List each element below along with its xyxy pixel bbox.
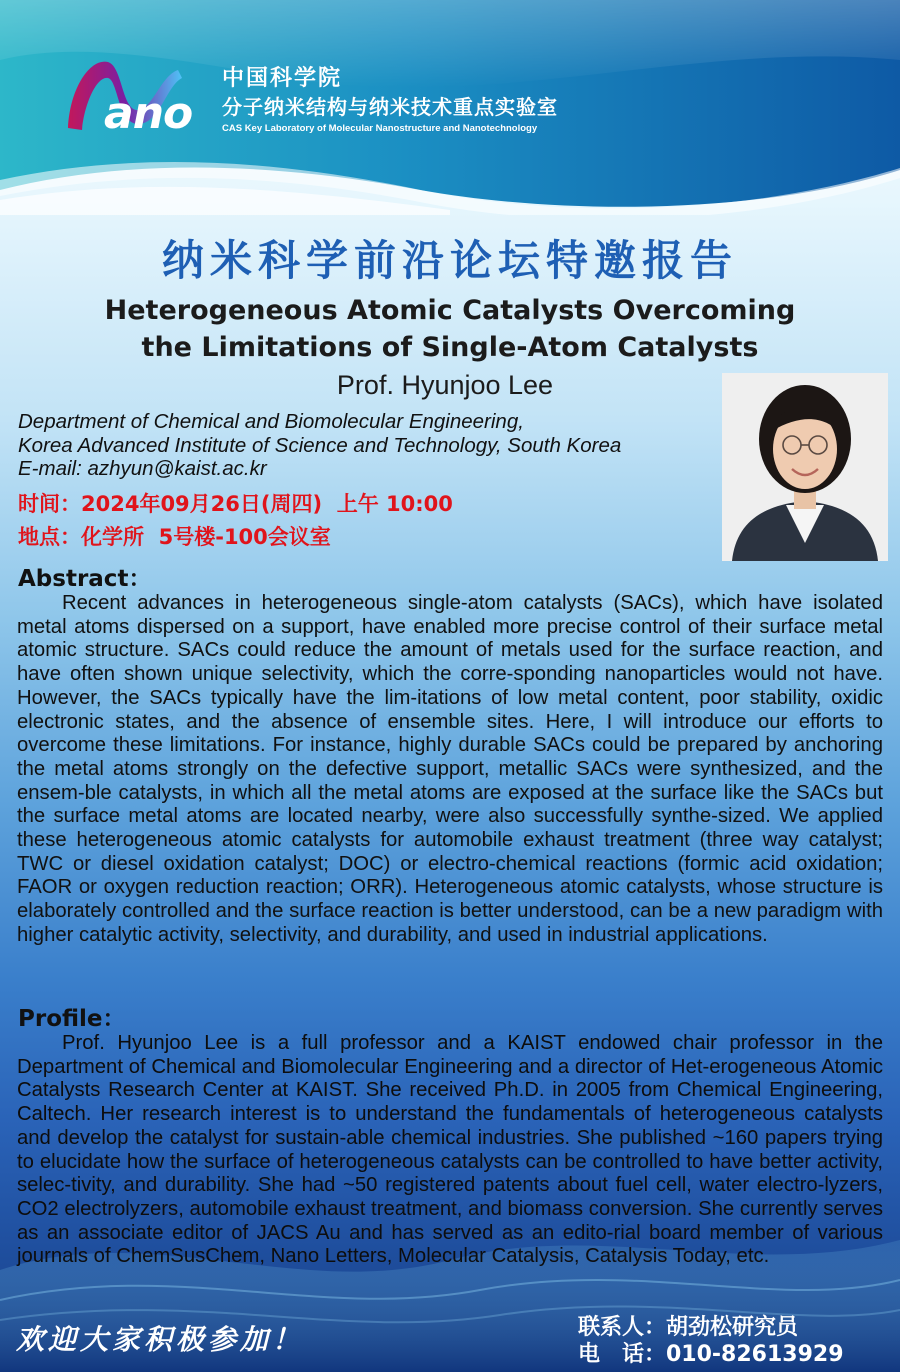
speaker-portrait-icon — [722, 373, 888, 561]
event-place: 地点：化学所 5号楼-100会议室 — [18, 525, 331, 549]
speaker-name: Prof. Hyunjoo Lee — [336, 370, 554, 400]
forum-title: 纳米科学前沿论坛特邀报告 — [161, 236, 738, 285]
welcome-message: 欢迎大家积极参加！ — [16, 1323, 305, 1356]
affiliation-line-2: Korea Advanced Institute of Science and Technology, South Korea — [18, 433, 622, 457]
profile-text: Prof. Hyunjoo Lee is a full professor and a KAIST endowed chair professor in the Department of Chemical and Biomolecular Engineering and a director of Het-erogeneous Atomic Catalysts Research Center at KAIST. She received Ph.D. in 2005 from Chemical Engineering, Caltech. Her research interest is to understand the fundamentals of heterogeneous catalysts and develop the catalyst for sustain-able chemical industries. She published ~160 papers trying to elucidate how the surface of heterogeneous catalysts can be controlled to have better activity, selec-tivity, and durability. She had ~50 registered patents about fuel cell, water electro-lyzers, CO2 electrolyzers, automobile exhaust treatment, and biomass conversion. She currently serves as an associate editor of JACS Au and has served as an edito-rial board member of various journals of ChemSusChem, Nano Letters, Molecular Catalysis, Catalysis Today, etc. — [17, 1032, 883, 1268]
talk-title-line-2: the Limitations of Single-Atom Catalysts — [141, 332, 759, 363]
talk-title — [0, 292, 900, 366]
header-banner — [0, 0, 900, 215]
event-time: 时间：2024年09月26日(周四) 上午 10:00 — [18, 492, 453, 516]
event-details — [18, 488, 453, 554]
org-name-cn: 中国科学院 — [222, 66, 343, 91]
contact-info — [578, 1314, 844, 1368]
speaker-photo — [722, 373, 888, 561]
lab-name-cn: 分子纳米结构与纳米技术重点实验室 — [222, 95, 558, 119]
contact-phone: 电 话：010-82613929 — [578, 1342, 844, 1367]
abstract-text: Recent advances in heterogeneous single-atom catalysts (SACs), which have isolated metal atoms dispersed on a support, have enabled more precise control of their surface metal atomic structure. SACs could reduce the amount of metals used for the surface reaction, and have often shown unique selectivity, which the corre-sponding nanoparticles would not have. However, the SACs typically have the lim-itations of low metal content, poor stability, oxidic electronic states, and the absence of ensemble sites. Here, I will introduce our efforts to overcome these limitations. For instance, highly durable SACs could be prepared by anchoring the metal atoms strongly on the defective support, metallic SACs were synthesized, and the ensem-ble catalysts, in which all the metal atoms are exposed at the surface like the SACs but the surface metal atoms are located nearby, were also successfully synthe-sized. We applied these heterogeneous atomic catalysts for automobile exhaust treatment (three way catalyst; TWC or diesel oxidation catalyst; DOC) or electro-chemical reactions (formic acid oxidation; FAOR or oxygen reduction reaction; ORR). Heterogeneous atomic catalysts, whose structure is elaborately controlled and the surface reaction is better understood, can be a new paradigm with higher catalytic activity, selectivity, and durability, and used in industrial applications. — [17, 592, 883, 946]
abstract-heading: Abstract： — [18, 566, 152, 592]
contact-person: 联系人：胡劲松研究员 — [578, 1315, 799, 1340]
profile-heading: Profile： — [18, 1006, 126, 1032]
nano-logo — [60, 48, 210, 148]
talk-title-line-1: Heterogeneous Atomic Catalysts Overcoming — [104, 295, 796, 326]
speaker-email: E-mail: azhyun@kaist.ac.kr — [18, 457, 267, 480]
speaker-affiliation — [18, 410, 718, 481]
header-text — [222, 66, 558, 136]
lab-name-en: CAS Key Laboratory of Molecular Nanostructure and Nanotechnology — [222, 123, 538, 134]
logo-text: ano — [104, 88, 193, 139]
affiliation-line-1: Department of Chemical and Biomolecular Engineering, — [18, 410, 524, 433]
